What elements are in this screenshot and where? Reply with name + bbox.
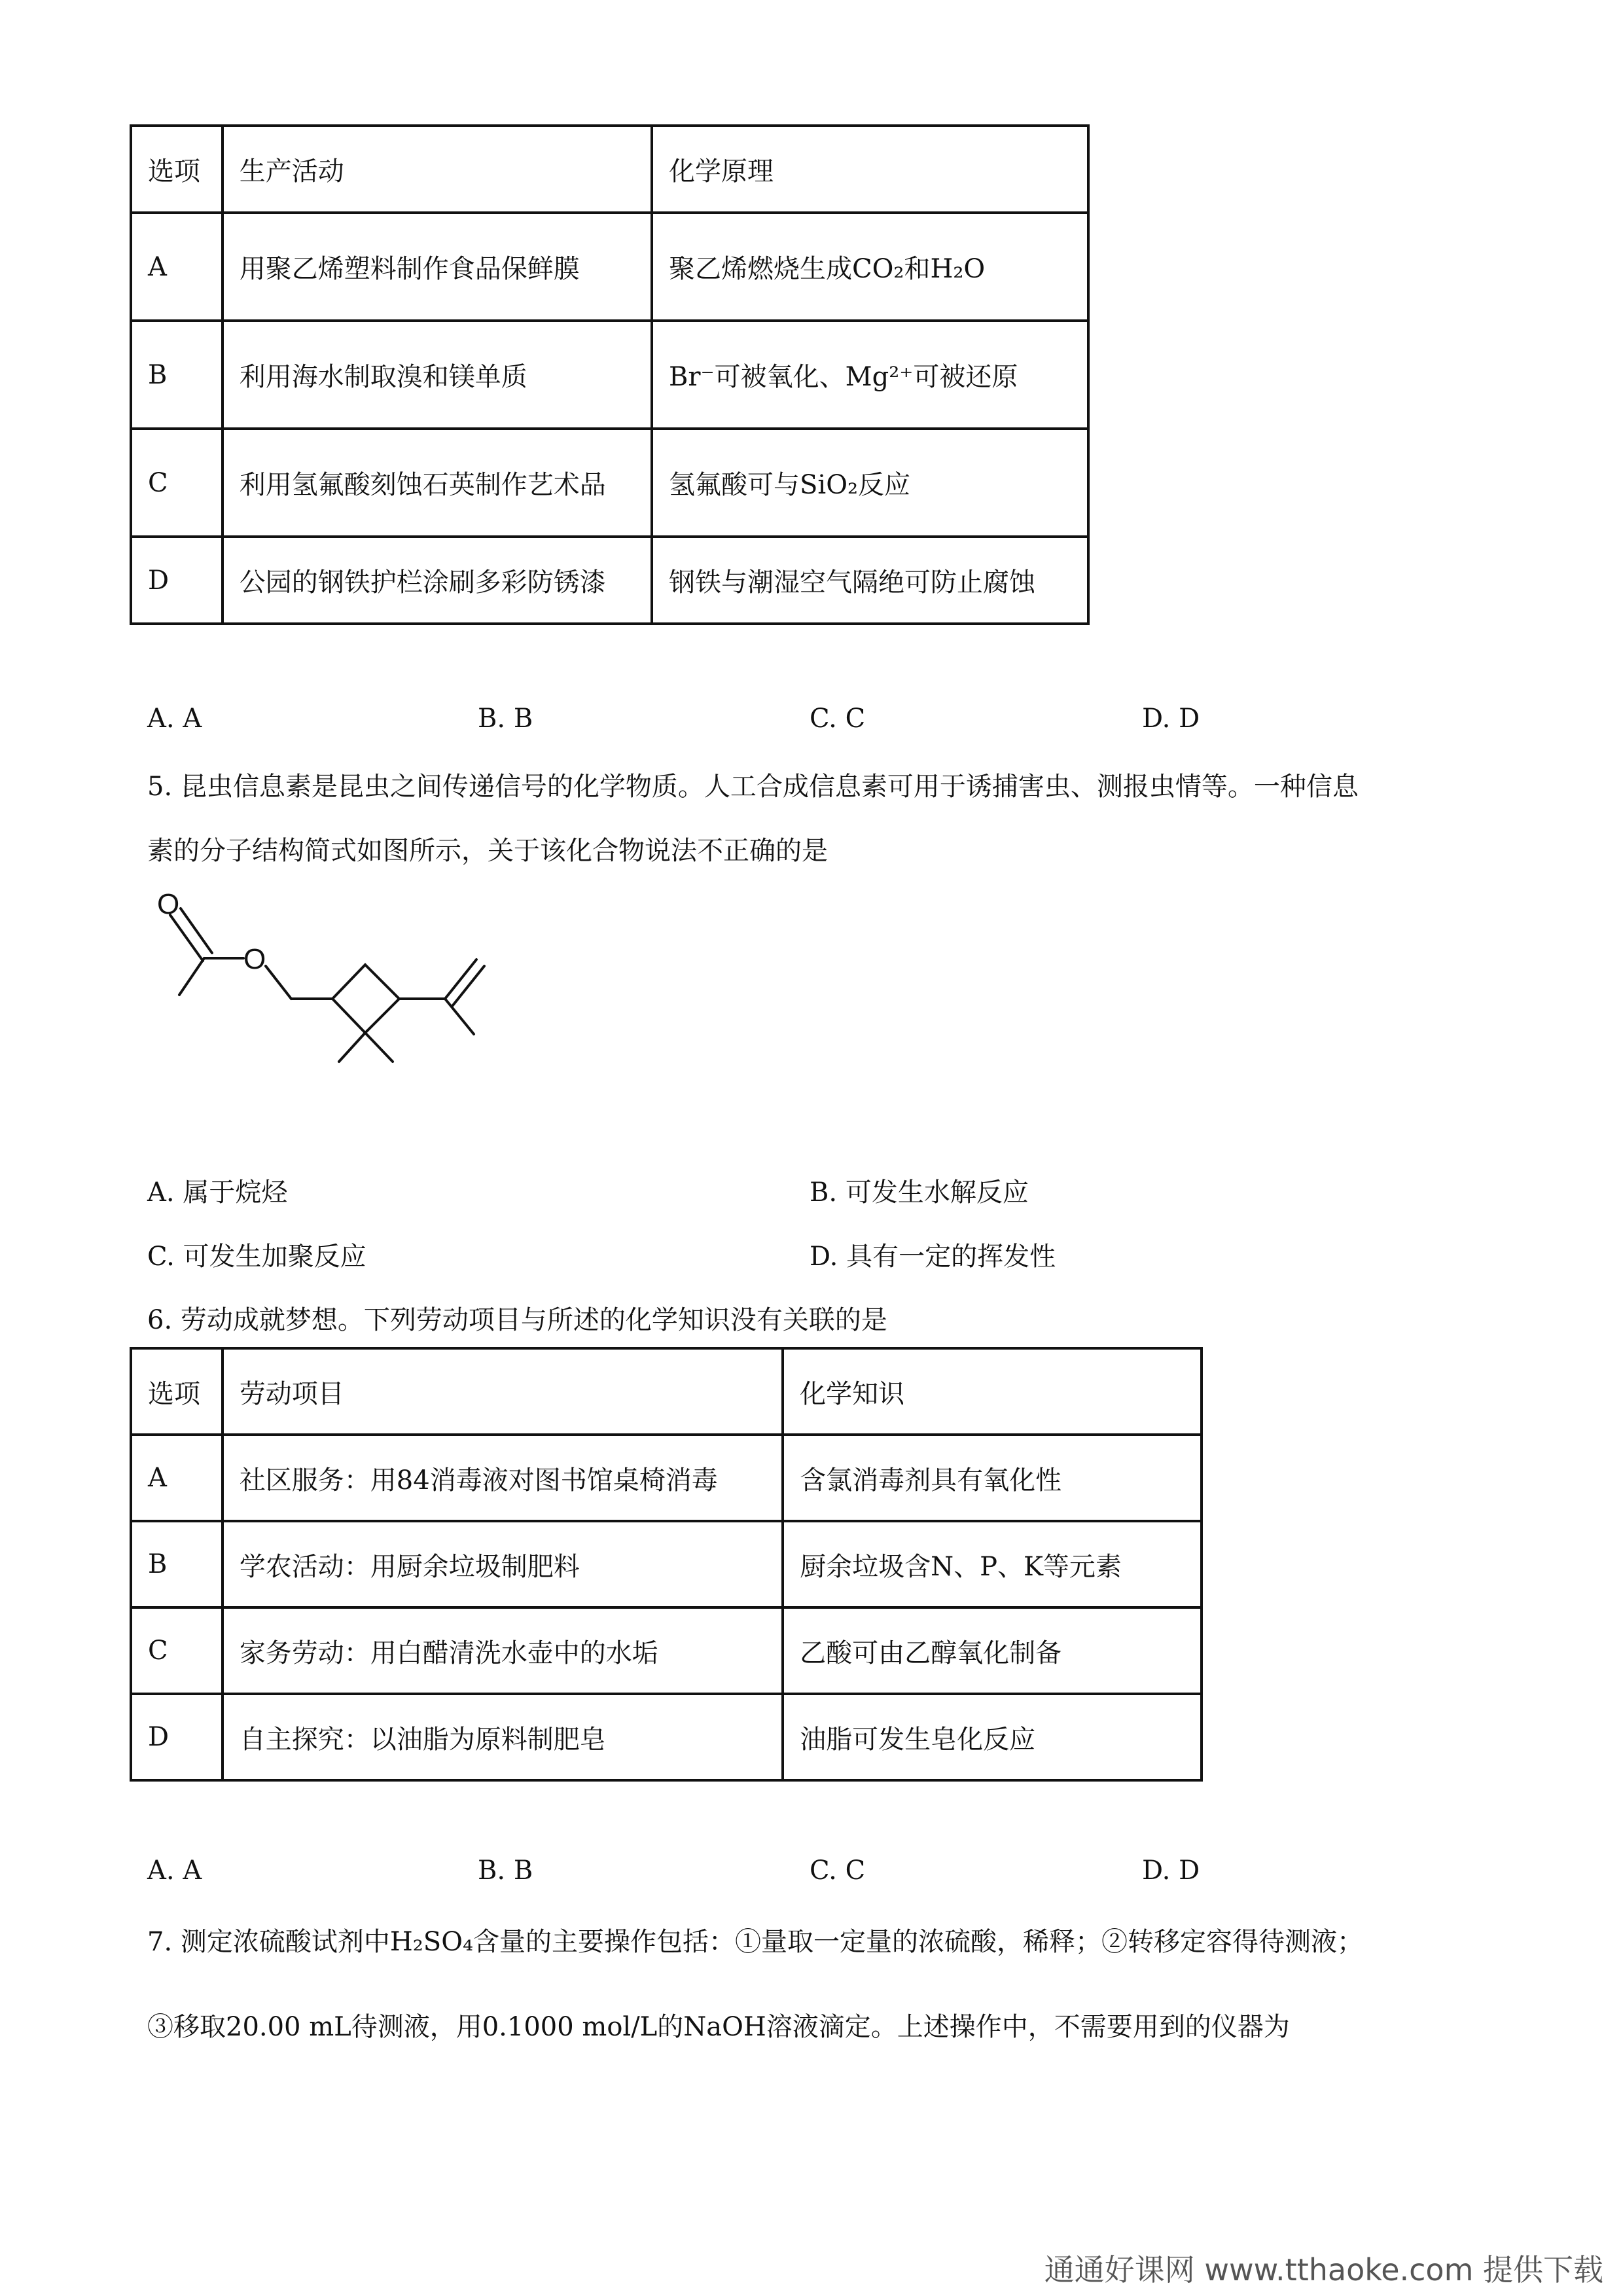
knowledge-cell: 乙酸可由乙醇氧化制备 — [783, 1607, 1202, 1694]
q4-table — [130, 124, 1090, 625]
q4-choice-c[interactable]: C. C — [810, 704, 866, 734]
option-cell: A — [131, 1435, 223, 1521]
q5-choice-b[interactable]: B. 可发生水解反应 — [810, 1177, 1029, 1208]
q6-choice-a[interactable]: A. A — [147, 1856, 202, 1886]
q5-stem-line2: 素的分子结构简式如图所示，关于该化合物说法不正确的是 — [147, 836, 828, 866]
option-cell: B — [131, 321, 223, 429]
q5-stem-line1: 5. 昆虫信息素是昆虫之间传递信号的化学物质。人工合成信息素可用于诱捕害虫、测报虫情等。一种信息 — [147, 772, 1359, 802]
activity-cell: 公园的钢铁护栏涂刷多彩防锈漆 — [223, 537, 652, 624]
isopropenyl-methyl — [445, 999, 474, 1034]
q5-choice-c[interactable]: C. 可发生加聚反应 — [147, 1242, 366, 1272]
item-cell: 家务劳动：用白醋清洗水壶中的水垢 — [223, 1607, 783, 1694]
option-cell: C — [131, 1607, 223, 1694]
option-cell: A — [131, 213, 223, 321]
table-row — [131, 321, 1088, 429]
header-cell: 选项 — [131, 1348, 223, 1435]
q6-choice-c[interactable]: C. C — [810, 1856, 866, 1886]
vinyl-bond-1 — [445, 960, 476, 999]
carbonyl-bond-2 — [181, 908, 212, 953]
table-header-row — [131, 126, 1088, 213]
carbonyl-oxygen-label: O — [157, 888, 180, 920]
item-cell: 社区服务：用84消毒液对图书馆桌椅消毒 — [223, 1435, 783, 1521]
option-cell: C — [131, 429, 223, 537]
table-row — [131, 429, 1088, 537]
activity-cell: 用聚乙烯塑料制作食品保鲜膜 — [223, 213, 652, 321]
methyl-bond — [179, 958, 204, 995]
q5-choice-a[interactable]: A. 属于烷烃 — [147, 1177, 288, 1208]
activity-cell: 利用海水制取溴和镁单质 — [223, 321, 652, 429]
principle-cell: 钢铁与潮湿空气隔绝可防止腐蚀 — [652, 537, 1088, 624]
q4-choice-d[interactable]: D. D — [1142, 704, 1200, 734]
q5-choice-d[interactable]: D. 具有一定的挥发性 — [810, 1242, 1056, 1272]
header-cell: 生产活动 — [223, 126, 652, 213]
oxygen-ch2-bond — [266, 966, 291, 999]
table-header-row — [131, 1348, 1202, 1435]
molecule-structure-diagram — [131, 877, 497, 1100]
option-cell: D — [131, 1694, 223, 1780]
footer-watermark: 通通好课网 www.tthaoke.com 提供下载 — [1044, 2252, 1603, 2287]
principle-cell: 聚乙烯燃烧生成CO₂和H₂O — [652, 213, 1088, 321]
carbonyl-bond-1 — [170, 915, 203, 961]
table-row — [131, 213, 1088, 321]
q6-stem: 6. 劳动成就梦想。下列劳动项目与所述的化学知识没有关联的是 — [147, 1305, 887, 1335]
header-cell: 劳动项目 — [223, 1348, 783, 1435]
knowledge-cell: 含氯消毒剂具有氧化性 — [783, 1435, 1202, 1521]
gem-methyl-2 — [365, 1033, 393, 1062]
item-cell: 学农活动：用厨余垃圾制肥料 — [223, 1521, 783, 1607]
principle-cell: 氢氟酸可与SiO₂反应 — [652, 429, 1088, 537]
q6-choice-b[interactable]: B. B — [478, 1856, 533, 1886]
option-cell: B — [131, 1521, 223, 1607]
q7-stem-line2: ③移取20.00 mL待测液，用0.1000 mol/L的NaOH溶液滴定。上述操作中，不需要用到的仪器为 — [147, 2012, 1290, 2042]
table-row — [131, 1694, 1202, 1780]
q4-choice-a[interactable]: A. A — [147, 704, 202, 734]
item-cell: 自主探究：以油脂为原料制肥皂 — [223, 1694, 783, 1780]
header-cell: 选项 — [131, 126, 223, 213]
q6-table — [130, 1347, 1203, 1782]
knowledge-cell: 厨余垃圾含N、P、K等元素 — [783, 1521, 1202, 1607]
q6-choice-d[interactable]: D. D — [1142, 1856, 1200, 1886]
table-row — [131, 1435, 1202, 1521]
gem-methyl-1 — [339, 1033, 365, 1062]
header-cell: 化学知识 — [783, 1348, 1202, 1435]
ester-oxygen-label: O — [243, 943, 266, 975]
vinyl-bond-2 — [453, 966, 484, 1005]
q4-choice-b[interactable]: B. B — [478, 704, 533, 734]
option-cell: D — [131, 537, 223, 624]
q7-stem-line1: 7. 测定浓硫酸试剂中H₂SO₄含量的主要操作包括：①量取一定量的浓硫酸，稀释；②转移定容得待测液； — [147, 1927, 1364, 1957]
knowledge-cell: 油脂可发生皂化反应 — [783, 1694, 1202, 1780]
header-cell: 化学原理 — [652, 126, 1088, 213]
activity-cell: 利用氢氟酸刻蚀石英制作艺术品 — [223, 429, 652, 537]
table-row — [131, 1521, 1202, 1607]
table-row — [131, 537, 1088, 624]
cyclobutane-ring — [332, 965, 399, 1033]
principle-cell: Br⁻可被氧化、Mg²⁺可被还原 — [652, 321, 1088, 429]
table-row — [131, 1607, 1202, 1694]
